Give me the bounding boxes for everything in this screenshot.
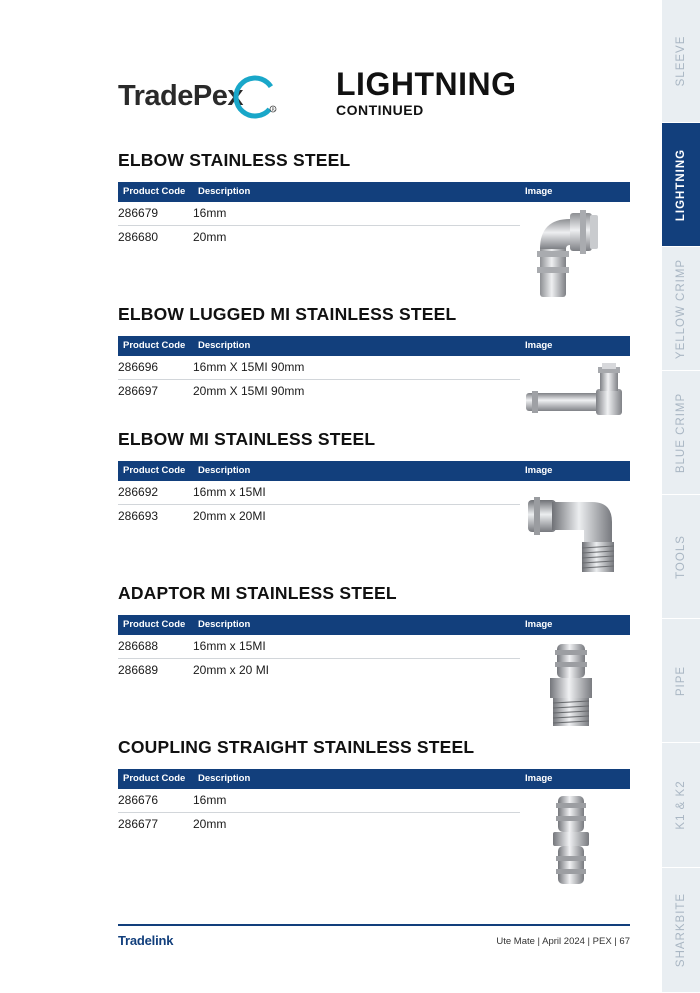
table-header <box>118 769 630 789</box>
header-image: Image <box>525 340 553 351</box>
product-code: 286689 <box>118 663 159 677</box>
tab-label: YELLOW CRIMP <box>675 258 687 359</box>
tab-label: PIPE <box>675 665 687 696</box>
header-description: Description <box>198 465 251 476</box>
side-tab-strip <box>662 0 700 993</box>
header-product-code: Product Code <box>123 340 186 351</box>
tab-label: K1 & K2 <box>675 780 687 830</box>
svg-text:R: R <box>271 107 275 113</box>
product-code: 286697 <box>118 384 159 398</box>
product-code: 286680 <box>118 230 159 244</box>
tab-label: SLEEVE <box>675 35 687 87</box>
elbow-fitting-image <box>522 205 630 301</box>
section-title: ELBOW STAINLESS STEEL <box>118 150 351 170</box>
header-image: Image <box>525 186 553 197</box>
tab-tools[interactable] <box>662 495 700 619</box>
page-title: LIGHTNING <box>336 66 517 102</box>
tab-label: TOOLS <box>675 534 687 579</box>
header-description: Description <box>198 186 251 197</box>
product-code: 286677 <box>118 817 159 831</box>
tab-k1-k2[interactable] <box>662 743 700 868</box>
table-header <box>118 615 630 635</box>
section-adaptor-mi <box>118 582 630 683</box>
header-image: Image <box>525 619 553 630</box>
header-image: Image <box>525 465 553 476</box>
coupling-fitting-image <box>522 794 630 888</box>
product-code: 286688 <box>118 639 159 653</box>
header-description: Description <box>198 619 251 630</box>
product-code: 286676 <box>118 793 159 807</box>
section-coupling-straight <box>118 736 630 837</box>
table-row <box>118 226 520 250</box>
table-row <box>118 380 520 404</box>
product-code: 286679 <box>118 206 159 220</box>
logo-ring-icon <box>230 72 280 122</box>
header-product-code: Product Code <box>123 619 186 630</box>
section-title: ADAPTOR MI STAINLESS STEEL <box>118 583 397 603</box>
section-title: ELBOW LUGGED MI STAINLESS STEEL <box>118 304 457 324</box>
table-header <box>118 461 630 481</box>
table-row <box>118 813 520 837</box>
product-table <box>118 202 520 250</box>
section-title: COUPLING STRAIGHT STAINLESS STEEL <box>118 737 475 757</box>
product-description: 16mm x 15MI <box>193 639 266 653</box>
tab-label: LIGHTNING <box>675 148 687 221</box>
product-description: 16mm <box>193 206 227 220</box>
tab-blue-crimp[interactable] <box>662 371 700 495</box>
tab-label: BLUE CRIMP <box>675 392 687 473</box>
tab-yellow-crimp[interactable] <box>662 247 700 371</box>
header-description: Description <box>198 773 251 784</box>
lugged-elbow-image <box>522 359 630 429</box>
mi-elbow-image <box>522 486 630 578</box>
footer-brand-logo: Tradelink <box>118 933 174 948</box>
footer-divider <box>118 924 630 926</box>
tab-pipe[interactable] <box>662 619 700 743</box>
table-row <box>118 789 520 813</box>
logo-text: TradePex <box>118 80 243 112</box>
product-code: 286693 <box>118 509 159 523</box>
table-row <box>118 659 520 683</box>
header-product-code: Product Code <box>123 773 186 784</box>
footer-page-info: Ute Mate | April 2024 | PEX | 67 <box>496 936 630 947</box>
product-description: 20mm x 20 MI <box>193 663 270 677</box>
header-description: Description <box>198 340 251 351</box>
product-description: 16mm x 15MI <box>193 485 266 499</box>
tradepex-logo <box>118 72 278 122</box>
header-image: Image <box>525 773 553 784</box>
product-code: 286692 <box>118 485 159 499</box>
adaptor-fitting-image <box>522 640 630 732</box>
product-description: 20mm <box>193 817 227 831</box>
product-description: 20mm x 20MI <box>193 509 266 523</box>
tab-sharkbite[interactable] <box>662 868 700 993</box>
product-table <box>118 481 520 529</box>
table-row <box>118 505 520 529</box>
tab-sleeve[interactable] <box>662 0 700 123</box>
table-row <box>118 635 520 659</box>
product-description: 20mm X 15MI 90mm <box>193 384 305 398</box>
section-title: ELBOW MI STAINLESS STEEL <box>118 429 376 449</box>
section-elbow-stainless <box>118 149 630 250</box>
product-table <box>118 789 520 837</box>
section-elbow-lugged-mi <box>118 303 630 404</box>
table-row <box>118 481 520 505</box>
product-description: 16mm X 15MI 90mm <box>193 360 305 374</box>
table-row <box>118 356 520 380</box>
page-subtitle: CONTINUED <box>336 102 424 118</box>
tab-label: SHARKBITE <box>675 892 687 968</box>
section-elbow-mi <box>118 428 630 529</box>
product-description: 16mm <box>193 793 227 807</box>
header-product-code: Product Code <box>123 465 186 476</box>
header-product-code: Product Code <box>123 186 186 197</box>
tab-lightning[interactable] <box>662 123 700 247</box>
product-table <box>118 356 520 404</box>
product-table <box>118 635 520 683</box>
product-code: 286696 <box>118 360 159 374</box>
table-row <box>118 202 520 226</box>
table-header <box>118 182 630 202</box>
product-description: 20mm <box>193 230 227 244</box>
table-header <box>118 336 630 356</box>
